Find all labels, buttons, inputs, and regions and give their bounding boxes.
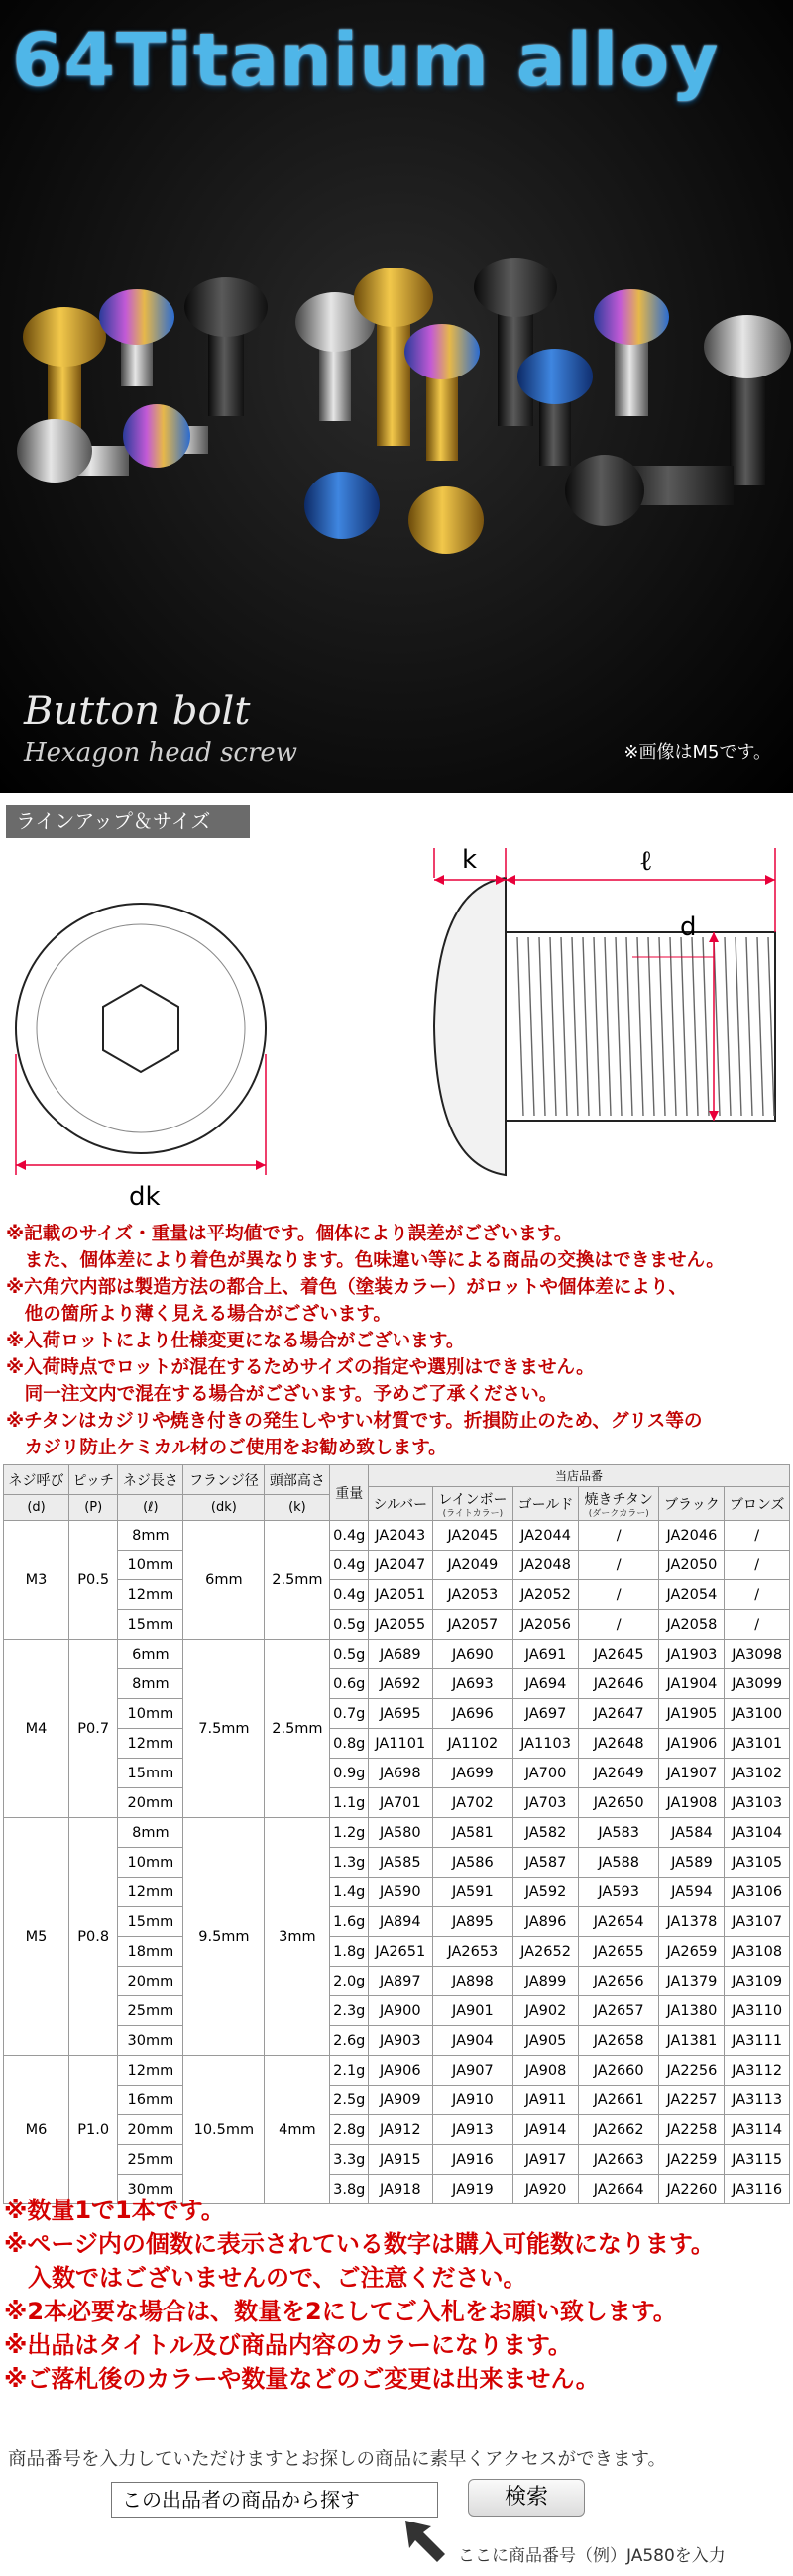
note-line: ※六角穴内部は製造方法の都合上、着色（塗装カラー）がロットや個体差により、 (6, 1277, 688, 1298)
table-row (4, 1907, 790, 1937)
cell-length: 20mm (118, 2115, 183, 2145)
dim-dk-label: dk (129, 1182, 161, 1212)
cell-length: 25mm (118, 2145, 183, 2175)
cell-code: JA3108 (725, 1937, 790, 1967)
table-row (4, 2086, 790, 2115)
cell-code: JA916 (432, 2145, 513, 2175)
cell-code: / (725, 1580, 790, 1610)
cell-length: 10mm (118, 1551, 183, 1580)
cell-length: 6mm (118, 1640, 183, 1669)
lineup-heading: ラインアップ＆サイズ (6, 805, 250, 838)
footer-note: ※2本必要な場合は、数量を2にしてご入札をお願い致します。 (4, 2298, 677, 2325)
col-flange: フランジ径 (183, 1465, 265, 1495)
cell-weight: 2.0g (330, 1967, 369, 1996)
cell-code: JA2047 (369, 1551, 433, 1580)
cell-code: JA703 (513, 1788, 579, 1818)
cell-thread: M3 (4, 1521, 69, 1640)
cell-code: JA903 (369, 2026, 433, 2056)
cell-code: JA918 (369, 2175, 433, 2204)
cell-code: JA2058 (659, 1610, 725, 1640)
cell-code: / (578, 1610, 659, 1640)
cell-code: JA2055 (369, 1610, 433, 1640)
cell-code: JA594 (659, 1878, 725, 1907)
table-row (4, 2115, 790, 2145)
cell-code: JA920 (513, 2175, 579, 2204)
cell-code: JA3110 (725, 1996, 790, 2026)
cell-code: JA895 (432, 1907, 513, 1937)
cell-code: JA1906 (659, 1729, 725, 1759)
col-burnt: 焼きチタン (ダークカラー) (578, 1487, 659, 1521)
dim-l-label: ℓ (639, 844, 653, 877)
cell-weight: 0.5g (330, 1610, 369, 1640)
cell-code: JA2050 (659, 1551, 725, 1580)
cell-length: 16mm (118, 2086, 183, 2115)
cell-code: JA917 (513, 2145, 579, 2175)
cell-code: JA3102 (725, 1759, 790, 1788)
spec-table (3, 1464, 790, 2204)
cell-code: JA702 (432, 1788, 513, 1818)
cell-thread: M6 (4, 2056, 69, 2204)
cell-code: JA902 (513, 1996, 579, 2026)
cell-code: JA697 (513, 1699, 579, 1729)
table-row (4, 1699, 790, 1729)
cell-code: JA2660 (578, 2056, 659, 2086)
cell-code: JA582 (513, 1818, 579, 1848)
cell-length: 8mm (118, 1521, 183, 1551)
cell-code: JA587 (513, 1848, 579, 1878)
search-input[interactable]: この出品者の商品から探す (111, 2482, 438, 2518)
cell-code: JA1380 (659, 1996, 725, 2026)
cell-code: JA2044 (513, 1521, 579, 1551)
cell-code: JA589 (659, 1848, 725, 1878)
table-row (4, 1551, 790, 1580)
bolt-silver-2 (704, 315, 791, 485)
cell-code: JA907 (432, 2056, 513, 2086)
cell-length: 12mm (118, 2056, 183, 2086)
cell-length: 15mm (118, 1759, 183, 1788)
cell-code: JA2651 (369, 1937, 433, 1967)
table-row (4, 1967, 790, 1996)
cell-code: JA2045 (432, 1521, 513, 1551)
cell-code: JA900 (369, 1996, 433, 2026)
cell-code: JA1101 (369, 1729, 433, 1759)
cell-code: JA3114 (725, 2115, 790, 2145)
cell-code: JA2052 (513, 1580, 579, 1610)
cell-length: 8mm (118, 1669, 183, 1699)
purchase-notes (4, 2194, 789, 2396)
table-row (4, 1669, 790, 1699)
cell-weight: 3.3g (330, 2145, 369, 2175)
cell-code: JA1907 (659, 1759, 725, 1788)
cell-code: / (578, 1521, 659, 1551)
caption-sub: Hexagon head screw (24, 738, 298, 768)
table-row (4, 1640, 790, 1669)
cell-weight: 1.8g (330, 1937, 369, 1967)
search-hint: ここに商品番号（例）JA580を入力 (458, 2546, 726, 2566)
cell-code: JA2645 (578, 1640, 659, 1669)
cell-flange: 9.5mm (183, 1818, 265, 2056)
bolt-black-3 (565, 455, 734, 526)
note-line: ※入荷ロットにより仕様変更になる場合がございます。 (6, 1331, 465, 1351)
cell-code: JA2654 (578, 1907, 659, 1937)
cell-code: JA901 (432, 1996, 513, 2026)
cell-weight: 1.2g (330, 1818, 369, 1848)
cell-code: JA2256 (659, 2056, 725, 2086)
cell-code: JA3107 (725, 1907, 790, 1937)
cell-code: JA910 (432, 2086, 513, 2115)
cell-code: JA593 (578, 1878, 659, 1907)
col-black: ブラック (659, 1487, 725, 1521)
cell-code: JA2662 (578, 2115, 659, 2145)
cell-code: JA581 (432, 1818, 513, 1848)
cell-code: JA2046 (659, 1521, 725, 1551)
cell-weight: 0.4g (330, 1551, 369, 1580)
cell-code: JA2649 (578, 1759, 659, 1788)
cell-flange: 7.5mm (183, 1640, 265, 1818)
cell-code: JA2657 (578, 1996, 659, 2026)
col-pitch: ピッチ (69, 1465, 118, 1495)
cell-code: JA1378 (659, 1907, 725, 1937)
cell-code: JA898 (432, 1967, 513, 1996)
cell-weight: 2.5g (330, 2086, 369, 2115)
cell-weight: 3.8g (330, 2175, 369, 2204)
cell-weight: 0.4g (330, 1580, 369, 1610)
cell-code: JA2259 (659, 2145, 725, 2175)
cell-code: JA2053 (432, 1580, 513, 1610)
cell-length: 10mm (118, 1699, 183, 1729)
cell-weight: 0.9g (330, 1759, 369, 1788)
cell-weight: 1.6g (330, 1907, 369, 1937)
cell-flange: 6mm (183, 1521, 265, 1640)
cell-length: 18mm (118, 1937, 183, 1967)
cell-weight: 1.4g (330, 1878, 369, 1907)
table-row (4, 1759, 790, 1788)
cell-weight: 2.1g (330, 2056, 369, 2086)
table-row (4, 1788, 790, 1818)
cell-code: JA2648 (578, 1729, 659, 1759)
cell-pitch: P0.5 (69, 1521, 118, 1640)
table-row (4, 1878, 790, 1907)
cell-pitch: P0.8 (69, 1818, 118, 2056)
cell-code: JA2054 (659, 1580, 725, 1610)
cell-code: JA2258 (659, 2115, 725, 2145)
col-gold: ゴールド (513, 1487, 579, 1521)
cell-code: JA3113 (725, 2086, 790, 2115)
cell-code: JA905 (513, 2026, 579, 2056)
cell-weight: 0.5g (330, 1640, 369, 1669)
note-line: また、個体差により着色が異なります。色味違い等による商品の交換はできません。 (6, 1250, 725, 1271)
note-line: ※入荷時点でロットが混在するためサイズの指定や選別はできません。 (6, 1357, 595, 1378)
cell-code: JA3101 (725, 1729, 790, 1759)
cell-code: JA585 (369, 1848, 433, 1878)
cell-length: 8mm (118, 1818, 183, 1848)
cell-weight: 1.3g (330, 1848, 369, 1878)
sym-pitch: (P) (69, 1495, 118, 1521)
cell-code: JA3106 (725, 1878, 790, 1907)
cell-weight: 2.3g (330, 1996, 369, 2026)
table-row (4, 1521, 790, 1551)
cell-length: 20mm (118, 1967, 183, 1996)
cell-code: JA911 (513, 2086, 579, 2115)
col-bronze: ブロンズ (725, 1487, 790, 1521)
search-button[interactable]: 検索 (468, 2479, 585, 2517)
sym-head: (k) (265, 1495, 330, 1521)
col-shop-code: 当店品番 (369, 1465, 790, 1487)
cell-code: JA2043 (369, 1521, 433, 1551)
image-note: ※画像はM5です。 (623, 742, 771, 763)
cell-code: JA1904 (659, 1669, 725, 1699)
cell-code: JA2646 (578, 1669, 659, 1699)
cell-length: 15mm (118, 1610, 183, 1640)
bolt-gold-1 (23, 307, 106, 436)
cell-code: / (725, 1610, 790, 1640)
cell-code: JA3115 (725, 2145, 790, 2175)
cell-code: JA2658 (578, 2026, 659, 2056)
cell-code: JA1905 (659, 1699, 725, 1729)
cell-head-height: 3mm (265, 1818, 330, 2056)
cell-code: JA1102 (432, 1729, 513, 1759)
cell-length: 15mm (118, 1907, 183, 1937)
cell-code: JA896 (513, 1907, 579, 1937)
search-info: 商品番号を入力していただけますとお探しの商品に素早くアクセスができます。 (8, 2449, 666, 2470)
cell-pitch: P0.7 (69, 1640, 118, 1818)
cell-code: JA701 (369, 1788, 433, 1818)
cell-weight: 0.4g (330, 1521, 369, 1551)
cell-code: / (578, 1551, 659, 1580)
cell-weight: 2.6g (330, 2026, 369, 2056)
cell-code: / (725, 1551, 790, 1580)
cell-weight: 1.1g (330, 1788, 369, 1818)
cell-code: JA912 (369, 2115, 433, 2145)
cell-code: JA2656 (578, 1967, 659, 1996)
note-line: 他の箇所より薄く見える場合がございます。 (6, 1304, 392, 1325)
footer-note: 入数ではございませんので、ご注意ください。 (4, 2264, 527, 2292)
cell-code: JA915 (369, 2145, 433, 2175)
cell-length: 20mm (118, 1788, 183, 1818)
cell-code: JA2650 (578, 1788, 659, 1818)
cell-head-height: 2.5mm (265, 1521, 330, 1640)
bolt-blue-2 (304, 472, 380, 539)
table-row (4, 2056, 790, 2086)
cell-code: JA3105 (725, 1848, 790, 1878)
table-row (4, 1729, 790, 1759)
cell-code: JA2663 (578, 2145, 659, 2175)
cell-weight: 2.8g (330, 2115, 369, 2145)
note-line: 同一注文内で混在する場合がございます。予めご了承ください。 (6, 1384, 558, 1405)
col-head-height: 頭部高さ (265, 1465, 330, 1495)
col-silver: シルバー (369, 1487, 433, 1521)
dim-k-label: k (462, 845, 478, 875)
table-row (4, 2145, 790, 2175)
cell-code: JA2664 (578, 2175, 659, 2204)
bolt-rainbow-2 (404, 324, 480, 461)
cell-length: 12mm (118, 1729, 183, 1759)
cell-code: JA2653 (432, 1937, 513, 1967)
cell-code: JA904 (432, 2026, 513, 2056)
sym-flange: (dk) (183, 1495, 265, 1521)
footer-note: ※ページ内の個数に表示されている数字は購入可能数になります。 (4, 2230, 715, 2258)
cell-code: JA908 (513, 2056, 579, 2086)
cell-code: JA2057 (432, 1610, 513, 1640)
cell-code: JA700 (513, 1759, 579, 1788)
cell-code: JA694 (513, 1669, 579, 1699)
cell-length: 30mm (118, 2026, 183, 2056)
cell-code: JA690 (432, 1640, 513, 1669)
cell-code: JA1381 (659, 2026, 725, 2056)
cell-code: JA2257 (659, 2086, 725, 2115)
cell-pitch: P1.0 (69, 2056, 118, 2204)
footer-note: ※ご落札後のカラーや数量などのご変更は出来ません。 (4, 2365, 600, 2393)
cell-code: JA2652 (513, 1937, 579, 1967)
sym-thread: (d) (4, 1495, 69, 1521)
note-line: ※記載のサイズ・重量は平均値です。個体により誤差がございます。 (6, 1224, 573, 1244)
cell-thread: M5 (4, 1818, 69, 2056)
cell-length: 12mm (118, 1580, 183, 1610)
cell-code: JA691 (513, 1640, 579, 1669)
bolt-rainbow-3 (594, 289, 669, 416)
cell-code: / (578, 1580, 659, 1610)
col-weight: 重量 (330, 1465, 369, 1521)
table-row (4, 1848, 790, 1878)
cell-length: 30mm (118, 2175, 183, 2204)
bolt-silver-3 (17, 419, 129, 483)
bolt-gold-3 (408, 486, 484, 554)
cell-code: JA1103 (513, 1729, 579, 1759)
cell-code: JA3099 (725, 1669, 790, 1699)
cell-code: JA909 (369, 2086, 433, 2115)
cell-code: JA3103 (725, 1788, 790, 1818)
cell-head-height: 2.5mm (265, 1640, 330, 1818)
footer-note: ※出品はタイトル及び商品内容のカラーになります。 (4, 2331, 572, 2359)
table-row (4, 1996, 790, 2026)
cell-code: JA899 (513, 1967, 579, 1996)
bolts-photo (0, 0, 793, 793)
bolt-black-1 (184, 277, 268, 416)
cell-code: JA1379 (659, 1967, 725, 1996)
caption-main: Button bolt (24, 689, 251, 734)
cell-code: JA1908 (659, 1788, 725, 1818)
cell-code: JA695 (369, 1699, 433, 1729)
cell-code: JA588 (578, 1848, 659, 1878)
cell-length: 12mm (118, 1878, 183, 1907)
cell-code: JA699 (432, 1759, 513, 1788)
cell-code: JA2661 (578, 2086, 659, 2115)
cell-code: JA2056 (513, 1610, 579, 1640)
cell-code: JA590 (369, 1878, 433, 1907)
cell-code: JA580 (369, 1818, 433, 1848)
table-row (4, 2026, 790, 2056)
cell-flange: 10.5mm (183, 2056, 265, 2204)
cell-weight: 0.8g (330, 1729, 369, 1759)
cell-code: JA3109 (725, 1967, 790, 1996)
spec-notes (6, 1221, 789, 1461)
cell-length: 10mm (118, 1848, 183, 1878)
cell-code: JA906 (369, 2056, 433, 2086)
cell-weight: 0.7g (330, 1699, 369, 1729)
cell-code: JA919 (432, 2175, 513, 2204)
col-length: ネジ長さ (118, 1465, 183, 1495)
cell-code: JA2655 (578, 1937, 659, 1967)
col-thread: ネジ呼び (4, 1465, 69, 1495)
cell-code: JA689 (369, 1640, 433, 1669)
cell-code: JA1903 (659, 1640, 725, 1669)
note-line: カジリ防止ケミカル材のご使用をお勧め致します。 (6, 1438, 447, 1458)
cell-code: JA2659 (659, 1937, 725, 1967)
bolt-side-view (434, 844, 775, 1175)
sym-length: (ℓ) (118, 1495, 183, 1521)
table-row (4, 1818, 790, 1848)
cell-code: JA897 (369, 1967, 433, 1996)
cell-code: JA586 (432, 1848, 513, 1878)
cell-code: JA3104 (725, 1818, 790, 1848)
cell-code: JA584 (659, 1818, 725, 1848)
cell-code: JA3098 (725, 1640, 790, 1669)
dim-d-label: d (680, 912, 697, 942)
cell-code: JA2647 (578, 1699, 659, 1729)
cell-code: JA914 (513, 2115, 579, 2145)
bolt-rainbow-4 (123, 404, 208, 468)
cell-code: JA3116 (725, 2175, 790, 2204)
product-title: 64Titanium alloy (12, 18, 720, 103)
dimension-diagram (0, 838, 793, 1215)
cell-code: JA692 (369, 1669, 433, 1699)
col-rainbow: レインボー (ライトカラー) (432, 1487, 513, 1521)
cell-code: JA3100 (725, 1699, 790, 1729)
cell-code: JA913 (432, 2115, 513, 2145)
cell-code: JA583 (578, 1818, 659, 1848)
cell-code: JA693 (432, 1669, 513, 1699)
hero-banner (0, 0, 793, 793)
cell-code: JA2051 (369, 1580, 433, 1610)
cell-code: JA2048 (513, 1551, 579, 1580)
bolt-rainbow-1 (99, 289, 174, 386)
cell-head-height: 4mm (265, 2056, 330, 2204)
table-row (4, 1937, 790, 1967)
note-line: ※チタンはカジリや焼き付きの発生しやすい材質です。折損防止のため、グリス等の (6, 1411, 703, 1432)
cell-code: JA696 (432, 1699, 513, 1729)
arrow-up-left-icon (401, 2517, 451, 2566)
cell-code: JA698 (369, 1759, 433, 1788)
cell-code: JA3111 (725, 2026, 790, 2056)
cell-weight: 0.6g (330, 1669, 369, 1699)
cell-code: JA2049 (432, 1551, 513, 1580)
table-row (4, 1580, 790, 1610)
cell-length: 25mm (118, 1996, 183, 2026)
cell-code: JA592 (513, 1878, 579, 1907)
cell-code: JA894 (369, 1907, 433, 1937)
table-row (4, 1610, 790, 1640)
cell-code: / (725, 1521, 790, 1551)
cell-thread: M4 (4, 1640, 69, 1818)
cell-code: JA2260 (659, 2175, 725, 2204)
cell-code: JA591 (432, 1878, 513, 1907)
bolt-front-view (16, 904, 266, 1212)
footer-note: ※数量1で1本です。 (4, 2197, 225, 2224)
cell-code: JA3112 (725, 2056, 790, 2086)
